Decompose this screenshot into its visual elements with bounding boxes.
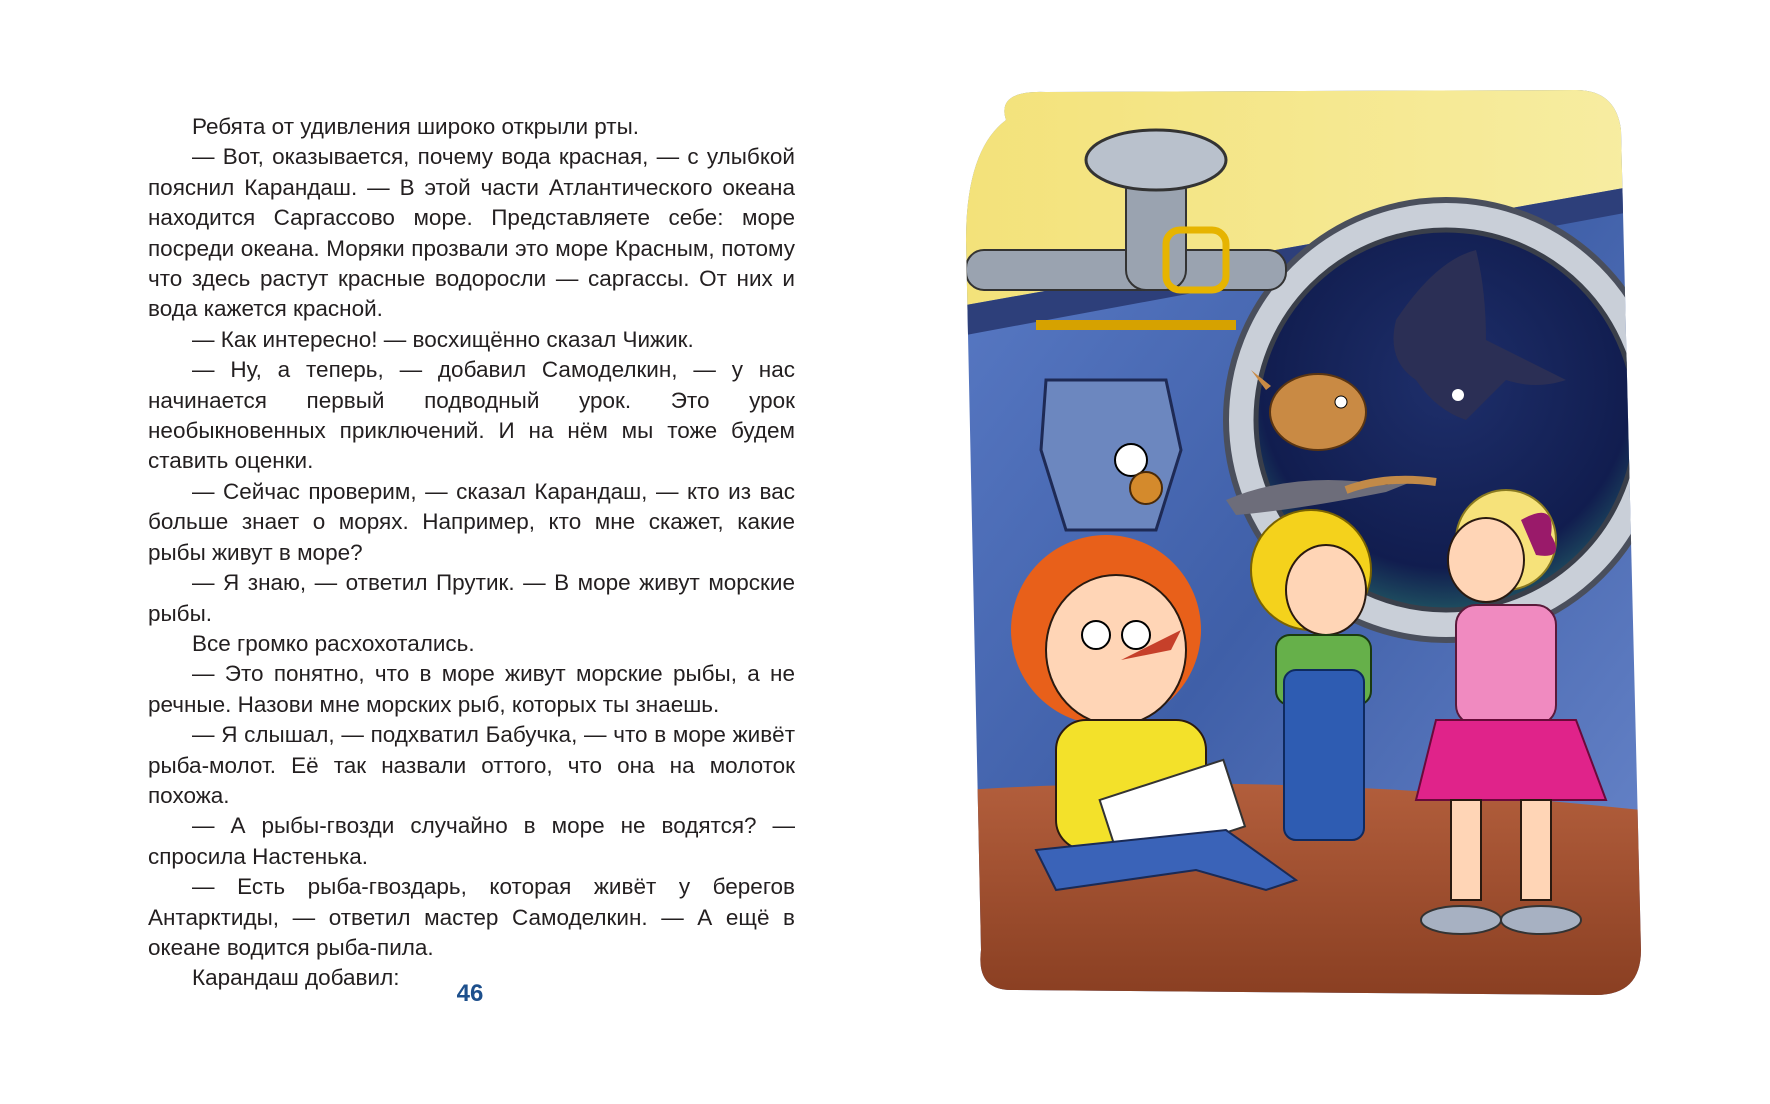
paragraph: Карандаш добавил: xyxy=(192,965,400,991)
paragraph: — Сейчас проверим, — сказал Карандаш, — кто из вас больше знает о морях. Например, кто мне скажет, какие рыбы живут в море? xyxy=(148,478,795,565)
paragraph: — Я знаю, — ответил Прутик. — В море живут морские рыбы. xyxy=(148,570,795,626)
page-number: 46 xyxy=(456,980,484,1007)
paragraph: — А рыбы-гвозди случайно в море не водятся? — спросила Настенька. xyxy=(148,813,795,869)
paragraph: — Вот, оказывается, почему вода красная, — с улыбкой пояснил Карандаш. — В этой части Атлантического океана находится Саргассово море. Представляете себе: море посреди океана. Моряки прозвали это море Красным, потому что здесь растут красные водоросли — саргассы. От них и вода кажется красной. xyxy=(148,144,795,322)
paragraph: — Это понятно, что в море живут морские рыбы, а не речные. Назови мне морских рыб, которых ты знаешь. xyxy=(148,661,795,717)
paragraph: — Я слышал, — подхватил Бабучка, — что в море живёт рыба-молот. Её так назвали оттого, что она на молоток похожа. xyxy=(148,722,795,808)
paragraph: — Есть рыба-гвоздарь, которая живёт у берегов Антарктиды, — ответил мастер Самоделкин. — А ещё в океане водится рыба-пила. xyxy=(148,874,795,960)
paragraph: — Ну, а теперь, — добавил Самоделкин, — у нас начинается первый подводный урок. Это урок необыкновенных приключений. И на нём мы тоже будем ставить оценки. xyxy=(148,357,795,474)
paragraph: — Как интересно! — восхищённо сказал Чижик. xyxy=(192,326,694,352)
paragraph: Все громко расхохотались. xyxy=(192,630,475,656)
story-text xyxy=(148,112,795,994)
submarine-illustration xyxy=(966,90,1641,995)
paragraph: Ребята от удивления широко открыли рты. xyxy=(192,114,640,139)
